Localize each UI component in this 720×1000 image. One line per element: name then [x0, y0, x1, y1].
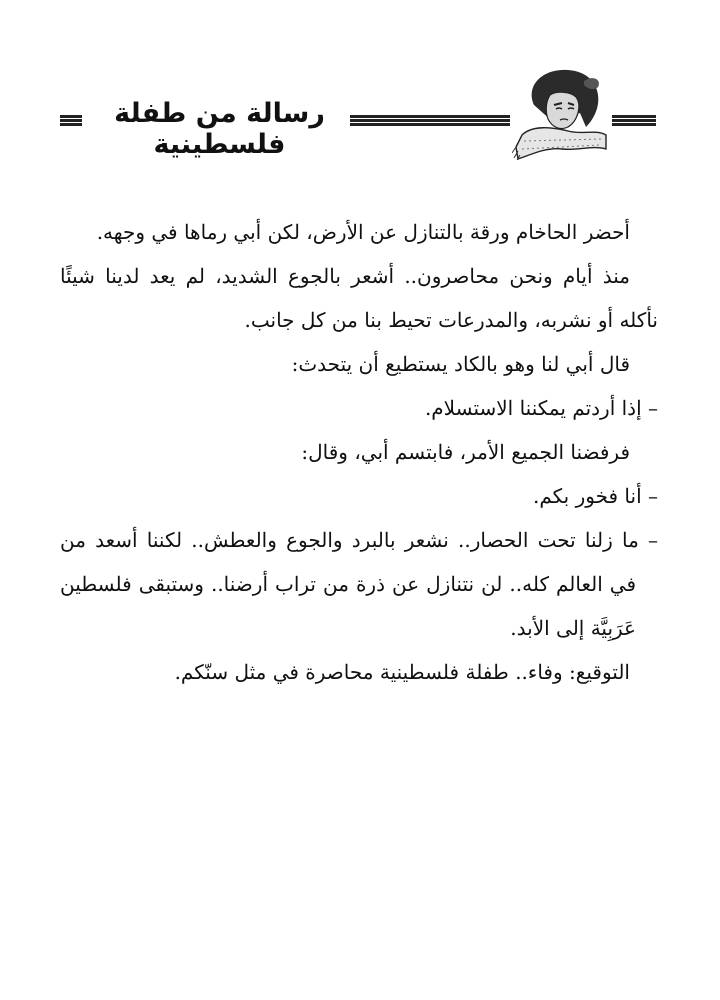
signature-line: التوقيع: وفاء.. طفلة فلسطينية محاصرة في مثل سنّكم. [174, 660, 630, 684]
paragraph-1: أحضر الحاخام ورقة بالتنازل عن الأرض، لكن أبي رماها في وجهه. [96, 220, 630, 244]
header-rule-middle [350, 115, 510, 126]
header-rule-right [612, 115, 656, 126]
letter-text [60, 210, 658, 694]
chapter-title: رسالة من طفلة فلسطينية [114, 98, 325, 160]
header-rule-left [60, 115, 82, 126]
dialog-line-3: – ما زلنا تحت الحصار.. نشعر بالبرد والجوع والعطش.. لكننا أسعد من في العالم كله.. لن نتنازل عن ذرة من تراب أرضنا.. وستبقى فلسطين عَرَبِيَّة إلى الأبد. [60, 528, 658, 640]
paragraph-3: قال أبي لنا وهو بالكاد يستطيع أن يتحدث: [291, 352, 630, 376]
girl-with-scarf-illustration [512, 65, 608, 160]
paragraph-2: منذ أيام ونحن محاصرون.. أشعر بالجوع الشديد، لم يعد لدينا شيئًا نأكله أو نشربه، والمدرعات تحيط بنا من كل جانب. [60, 264, 658, 332]
chapter-header [0, 60, 720, 170]
dialog-line-1: – إذا أردتم يمكننا الاستسلام. [424, 396, 658, 420]
dialog-line-2: – أنا فخور بكم. [532, 484, 658, 508]
paragraph-4: فرفضنا الجميع الأمر، فابتسم أبي، وقال: [301, 440, 630, 464]
